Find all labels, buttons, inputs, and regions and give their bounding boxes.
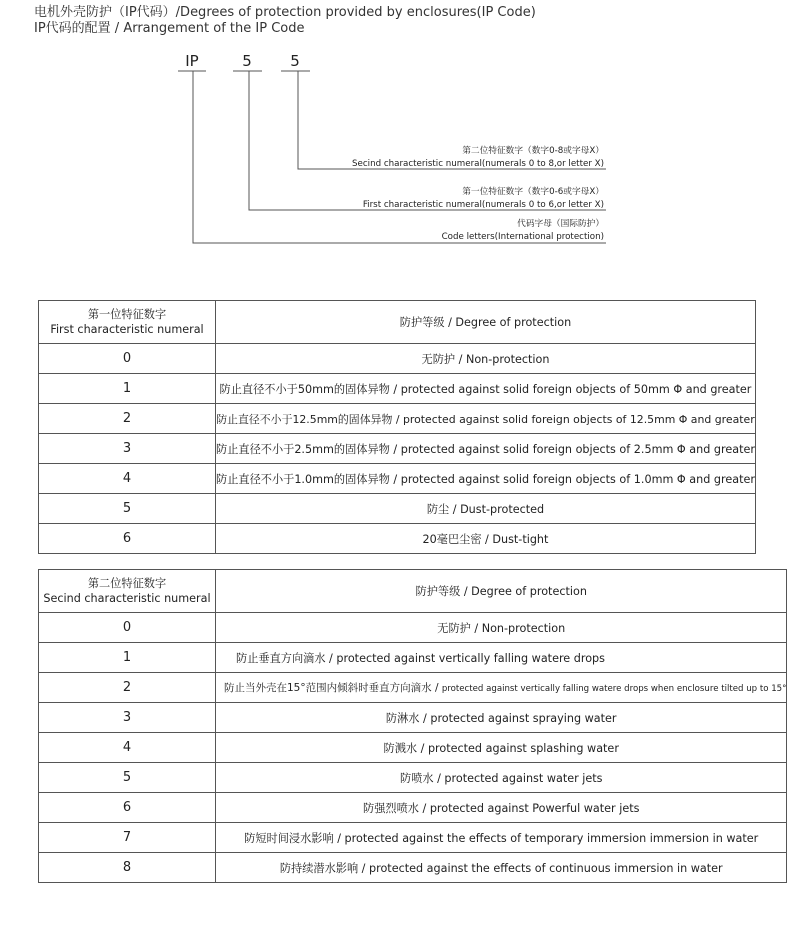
table-row bbox=[39, 524, 756, 554]
description-cell: 防强烈喷水 / protected against Powerful water jets bbox=[216, 793, 787, 823]
code-letters-leader bbox=[193, 71, 606, 243]
first-digit-label-en: First characteristic numeral(numerals 0 to 6,or letter X) bbox=[362, 200, 604, 210]
description-cell: 防止直径不小于1.0mm的固体异物 / protected against solid foreign objects of 1.0mm Φ and greater bbox=[216, 464, 756, 494]
description-cell: 无防护 / Non-protection bbox=[216, 344, 756, 374]
table-row bbox=[39, 643, 787, 673]
numeral-cell: 6 bbox=[39, 524, 216, 554]
first-numeral-header bbox=[39, 301, 216, 344]
second-digit: 5 bbox=[290, 52, 300, 70]
description-cell bbox=[216, 673, 787, 703]
numeral-cell: 3 bbox=[39, 434, 216, 464]
code-letters: IP bbox=[185, 52, 199, 70]
numeral-cell: 0 bbox=[39, 613, 216, 643]
table-row bbox=[39, 464, 756, 494]
description-cell: 防喷水 / protected against water jets bbox=[216, 763, 787, 793]
table-row bbox=[39, 793, 787, 823]
header-en: Secind characteristic numeral bbox=[43, 592, 211, 605]
header-en: First characteristic numeral bbox=[50, 323, 204, 336]
table-row bbox=[39, 733, 787, 763]
table-row bbox=[39, 494, 756, 524]
table-row bbox=[39, 853, 787, 883]
page-title: 电机外壳防护（IP代码）/Degrees of protection provided by enclosures(IP Code) bbox=[34, 5, 536, 20]
description-cell: 防止垂直方向滴水 / protected against vertically falling watere drops bbox=[216, 643, 787, 673]
description-cell: 防淋水 / protected against spraying water bbox=[216, 703, 787, 733]
description-cell: 防止直径不小于50mm的固体异物 / protected against solid foreign objects of 50mm Φ and greater bbox=[216, 374, 756, 404]
numeral-cell: 0 bbox=[39, 344, 216, 374]
table-row bbox=[39, 823, 787, 853]
description-zh: 防止当外壳在15°范围内倾斜时垂直方向滴水 / bbox=[224, 682, 442, 694]
table-header-row bbox=[39, 570, 787, 613]
table-row bbox=[39, 434, 756, 464]
numeral-cell: 5 bbox=[39, 763, 216, 793]
description-cell: 防止直径不小于2.5mm的固体异物 / protected against solid foreign objects of 2.5mm Φ and greater bbox=[216, 434, 756, 464]
second-digit-label-en: Secind characteristic numeral(numerals 0 to 8,or letter X) bbox=[352, 159, 604, 169]
header-zh: 第二位特征数字 bbox=[87, 577, 167, 590]
degree-header: 防护等级 / Degree of protection bbox=[216, 570, 787, 613]
table-row bbox=[39, 763, 787, 793]
description-cell: 无防护 / Non-protection bbox=[216, 613, 787, 643]
table-row bbox=[39, 404, 756, 434]
code-letters-label-zh: 代码字母（国际防护） bbox=[517, 219, 604, 229]
numeral-cell: 3 bbox=[39, 703, 216, 733]
numeral-cell: 2 bbox=[39, 404, 216, 434]
numeral-cell: 1 bbox=[39, 643, 216, 673]
degree-header: 防护等级 / Degree of protection bbox=[216, 301, 756, 344]
description-cell: 防短时间浸水影响 / protected against the effects of temporary immersion immersion in water bbox=[216, 823, 787, 853]
numeral-cell: 7 bbox=[39, 823, 216, 853]
page-subtitle: IP代码的配置 / Arrangement of the IP Code bbox=[34, 21, 305, 36]
second-numeral-header bbox=[39, 570, 216, 613]
table-row bbox=[39, 703, 787, 733]
numeral-cell: 4 bbox=[39, 464, 216, 494]
table-header-row bbox=[39, 301, 756, 344]
header-zh: 第一位特征数字 bbox=[87, 308, 167, 321]
code-letters-label-en: Code letters(International protection) bbox=[441, 232, 604, 242]
table-row bbox=[39, 344, 756, 374]
first-digit: 5 bbox=[242, 52, 252, 70]
numeral-cell: 5 bbox=[39, 494, 216, 524]
second-digit-label-zh: 第二位特征数字（数字0-8或字母X） bbox=[462, 146, 604, 156]
description-en: protected against vertically falling watere drops when enclosure tilted up to 15° bbox=[441, 684, 787, 694]
second-numeral-table bbox=[38, 569, 787, 883]
first-numeral-table bbox=[38, 300, 756, 554]
numeral-cell: 1 bbox=[39, 374, 216, 404]
description-cell: 20毫巴尘密 / Dust-tight bbox=[216, 524, 756, 554]
table-row bbox=[39, 673, 787, 703]
numeral-cell: 8 bbox=[39, 853, 216, 883]
description-cell: 防尘 / Dust-protected bbox=[216, 494, 756, 524]
description-cell: 防溅水 / protected against splashing water bbox=[216, 733, 787, 763]
description-cell: 防止直径不小于12.5mm的固体异物 / protected against solid foreign objects of 12.5mm Φ and greater bbox=[216, 404, 756, 434]
numeral-cell: 4 bbox=[39, 733, 216, 763]
ip-code-diagram bbox=[0, 0, 790, 270]
table-row bbox=[39, 374, 756, 404]
numeral-cell: 2 bbox=[39, 673, 216, 703]
table-row bbox=[39, 613, 787, 643]
numeral-cell: 6 bbox=[39, 793, 216, 823]
first-digit-label-zh: 第一位特征数字（数字0-6或字母X） bbox=[462, 187, 604, 197]
description-cell: 防持续潜水影响 / protected against the effects of continuous immersion in water bbox=[216, 853, 787, 883]
